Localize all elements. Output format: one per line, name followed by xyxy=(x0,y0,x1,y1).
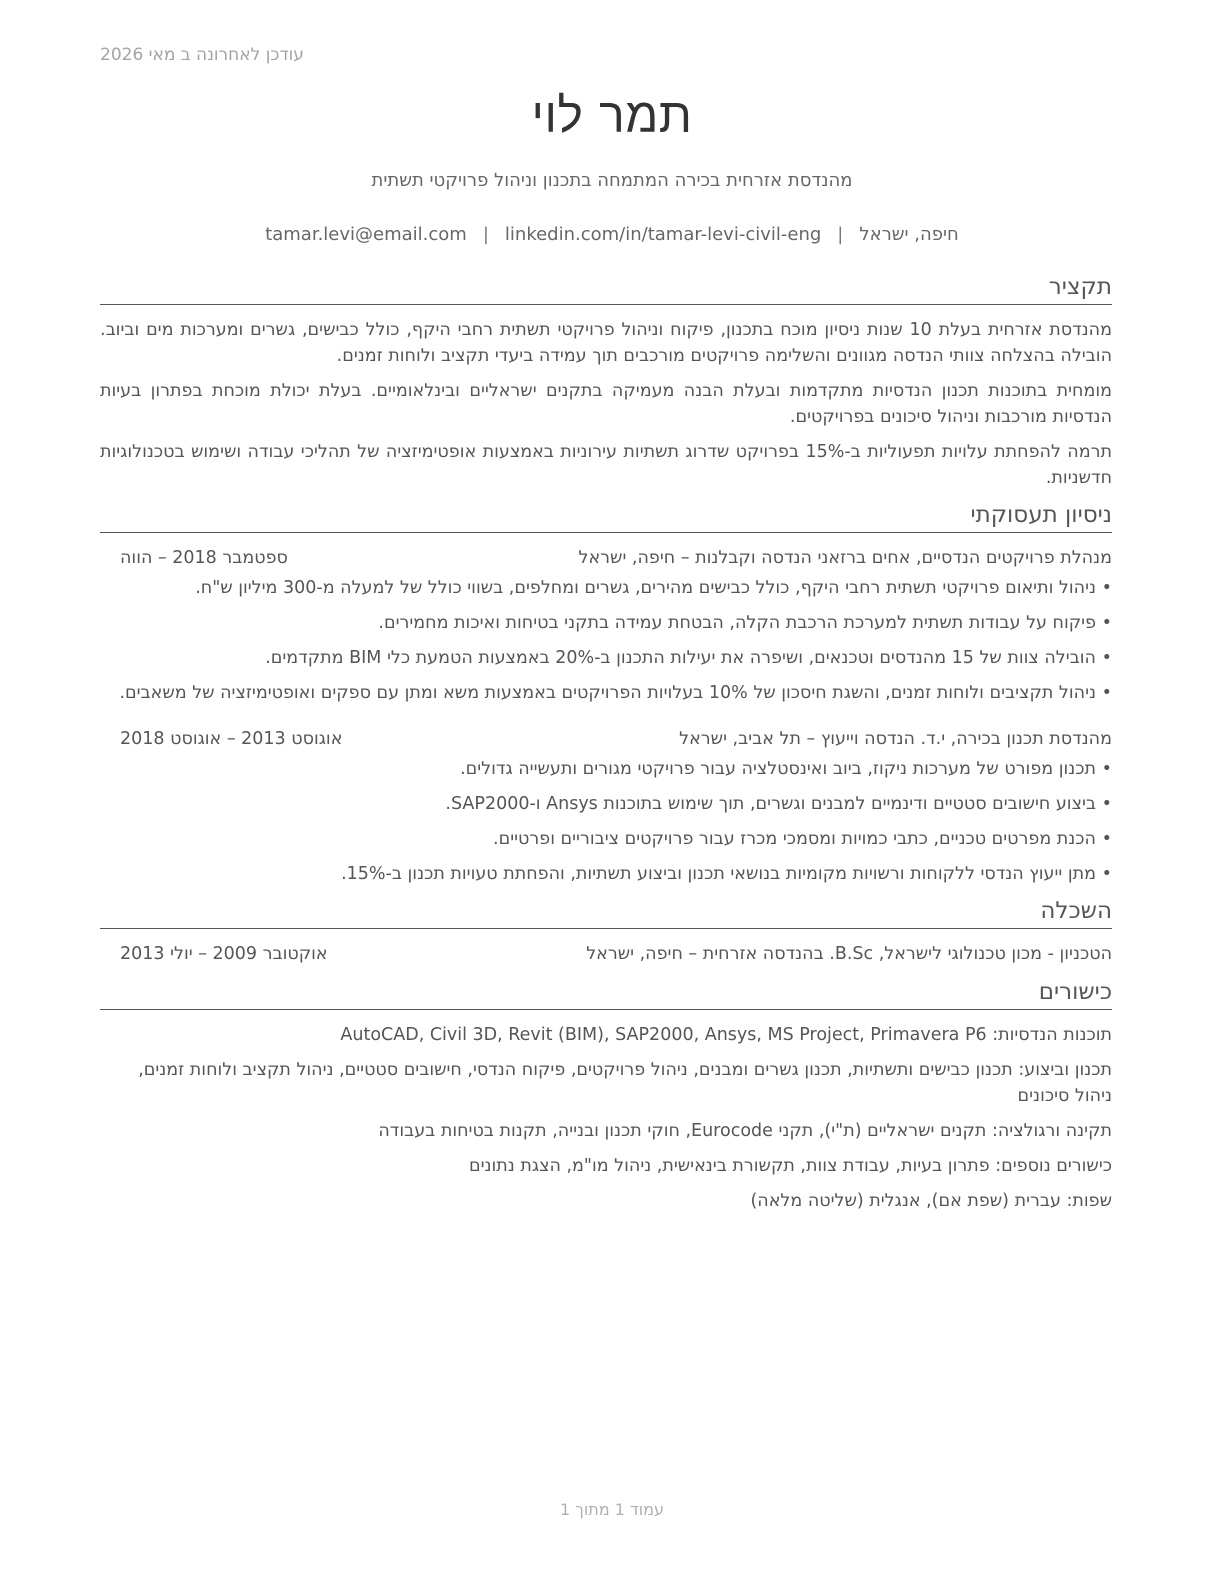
bullet-icon: • xyxy=(1101,613,1112,633)
list-item xyxy=(100,756,1112,782)
skills-line: תכנון וביצוע: תכנון כבישים ותשתיות, תכנון גשרים ומבנים, ניהול פרויקטים, פיקוח הנדסי, חישובים סטטיים, ניהול תקציב ולוחות זמנים, ניהול סיכונים xyxy=(138,1060,1112,1106)
list-item xyxy=(100,610,1112,636)
education-heading: השכלה xyxy=(100,896,1112,929)
contact-separator: | xyxy=(837,224,844,245)
bullet-text: פיקוח על עבודות תשתית למערכת הרכבת הקלה, הבטחת עמידה בתקני בטיחות ואיכות מחמירים. xyxy=(378,613,1096,633)
summary-section xyxy=(100,272,1112,491)
contact-linkedin[interactable]: linkedin.com/in/tamar-levi-civil-eng xyxy=(504,224,822,245)
job-header xyxy=(100,726,1112,752)
bullet-icon: • xyxy=(1101,829,1112,849)
bullet-icon: • xyxy=(1101,864,1112,884)
page-number: עמוד 1 מתוך 1 xyxy=(560,1500,664,1519)
bullet-icon: • xyxy=(1101,648,1112,668)
list-item xyxy=(100,645,1112,671)
bullet-icon: • xyxy=(1101,759,1112,779)
job-dates: ספטמבר 2018 – הווה xyxy=(120,548,288,568)
experience-heading: ניסיון תעסוקתי xyxy=(100,500,1112,533)
contact-separator: | xyxy=(482,224,489,245)
skills-heading: כישורים xyxy=(100,977,1112,1010)
bullet-text: הובילה צוות של 15 מהנדסים וטכנאים, ושיפרה את יעילות התכנון ב-20% באמצעות הטמעת כלי BIM מתקדמים. xyxy=(265,648,1096,668)
skills-line: תקינה ורגולציה: תקנים ישראליים (ת"י), תקני Eurocode, חוקי תכנון ובנייה, תקנות בטיחות בעבודה xyxy=(378,1121,1112,1141)
bullet-text: מתן ייעוץ הנדסי ללקוחות ורשויות מקומיות בנושאי תכנון וביצוע תשתיות, והפחתת טעויות תכנון ב-15%. xyxy=(341,864,1096,884)
contact-email[interactable]: tamar.levi@email.com xyxy=(265,224,467,245)
last-updated-note: עודכן לאחרונה ב מאי 2026 xyxy=(100,45,304,65)
job-entry xyxy=(100,726,1112,887)
candidate-headline: מהנדסת אזרחית בכירה המתמחה בתכנון וניהול פרויקטי תשתית xyxy=(371,170,853,191)
candidate-name: תמר לוי xyxy=(531,88,693,144)
skills-section xyxy=(100,977,1112,1214)
bullet-icon: • xyxy=(1101,578,1112,598)
job-title: מנהלת פרויקטים הנדסיים, אחים ברזאני הנדסה וקבלנות – חיפה, ישראל xyxy=(578,548,1112,568)
job-bullets xyxy=(100,575,1112,706)
bullet-text: ניהול ותיאום פרויקטי תשתית רחבי היקף, כולל כבישים מהירים, גשרים ומחלפים, בשווי כולל של למעלה מ-300 מיליון ש"ח. xyxy=(195,578,1096,598)
skills-line: תוכנות הנדסיות: AutoCAD, Civil 3D, Revit (BIM), SAP2000, Ansys, MS Project, Primavera P6 xyxy=(340,1025,1112,1045)
education-degree: הטכניון - מכון טכנולוגי לישראל, B.Sc. בהנדסה אזרחית – חיפה, ישראל xyxy=(586,944,1112,964)
list-item xyxy=(100,575,1112,601)
bullet-text: הכנת מפרטים טכניים, כתבי כמויות ומסמכי מכרז עבור פרויקטים ציבוריים ופרטיים. xyxy=(493,829,1096,849)
job-header xyxy=(100,545,1112,571)
summary-paragraph: מהנדסת אזרחית בעלת 10 שנות ניסיון מוכח בתכנון, פיקוח וניהול פרויקטי תשתית רחבי היקף, כולל כבישים, גשרים ומערכות מים וביוב. הובילה בהצלחה צוותי הנדסה מגוונים והשלימה פרויקטים מורכבים תוך עמידה ביעדי תקציב ולוחות זמנים. xyxy=(100,320,1112,366)
list-item xyxy=(100,826,1112,852)
bullet-icon: • xyxy=(1101,683,1112,703)
job-bullets xyxy=(100,756,1112,887)
bullet-text: ניהול תקציבים ולוחות זמנים, והשגת חיסכון של 10% בעלויות הפרויקטים באמצעות משא ומתן עם ספקים ואופטימיזציה של משאבים. xyxy=(119,683,1096,703)
education-section xyxy=(100,896,1112,967)
education-dates: אוקטובר 2009 – יולי 2013 xyxy=(120,944,328,964)
contact-location: חיפה, ישראל xyxy=(859,224,959,245)
job-dates: אוגוסט 2013 – אוגוסט 2018 xyxy=(120,729,343,749)
bullet-icon: • xyxy=(1101,794,1112,814)
job-title: מהנדסת תכנון בכירה, י.ד. הנדסה וייעוץ – תל אביב, ישראל xyxy=(679,729,1112,749)
skills-line: שפות: עברית (שפת אם), אנגלית (שליטה מלאה) xyxy=(750,1191,1112,1211)
education-entry xyxy=(100,941,1112,967)
list-item xyxy=(100,791,1112,817)
summary-paragraph: מומחית בתוכנות תכנון הנדסיות מתקדמות ובעלת הבנה מעמיקה בתקנים ישראליים ובינלאומיים. בעלת יכולת מוכחת בפתרון בעיות הנדסיות מורכבות וניהול סיכונים בפרויקטים. xyxy=(100,381,1112,427)
summary-heading: תקציר xyxy=(100,272,1112,305)
bullet-text: תכנון מפורט של מערכות ניקוז, ביוב ואינסטלציה עבור פרויקטי מגורים ותעשייה גדולים. xyxy=(460,759,1096,779)
contact-line xyxy=(0,224,1224,245)
summary-paragraph: תרמה להפחתת עלויות תפעוליות ב-15% בפרויקט שדרוג תשתיות עירוניות באמצעות אופטימיזציה של תהליכי עבודה ושימוש בטכנולוגיות חדשניות. xyxy=(100,442,1113,488)
job-entry xyxy=(100,545,1112,706)
list-item xyxy=(100,680,1112,706)
experience-section xyxy=(100,500,1112,887)
resume-content xyxy=(100,272,1112,1223)
skills-line: כישורים נוספים: פתרון בעיות, עבודת צוות, תקשורת בינאישית, ניהול מו"מ, הצגת נתונים xyxy=(469,1156,1112,1176)
bullet-text: ביצוע חישובים סטטיים ודינמיים למבנים וגשרים, תוך שימוש בתוכנות Ansys ו-SAP2000. xyxy=(445,794,1096,814)
list-item xyxy=(100,861,1112,887)
